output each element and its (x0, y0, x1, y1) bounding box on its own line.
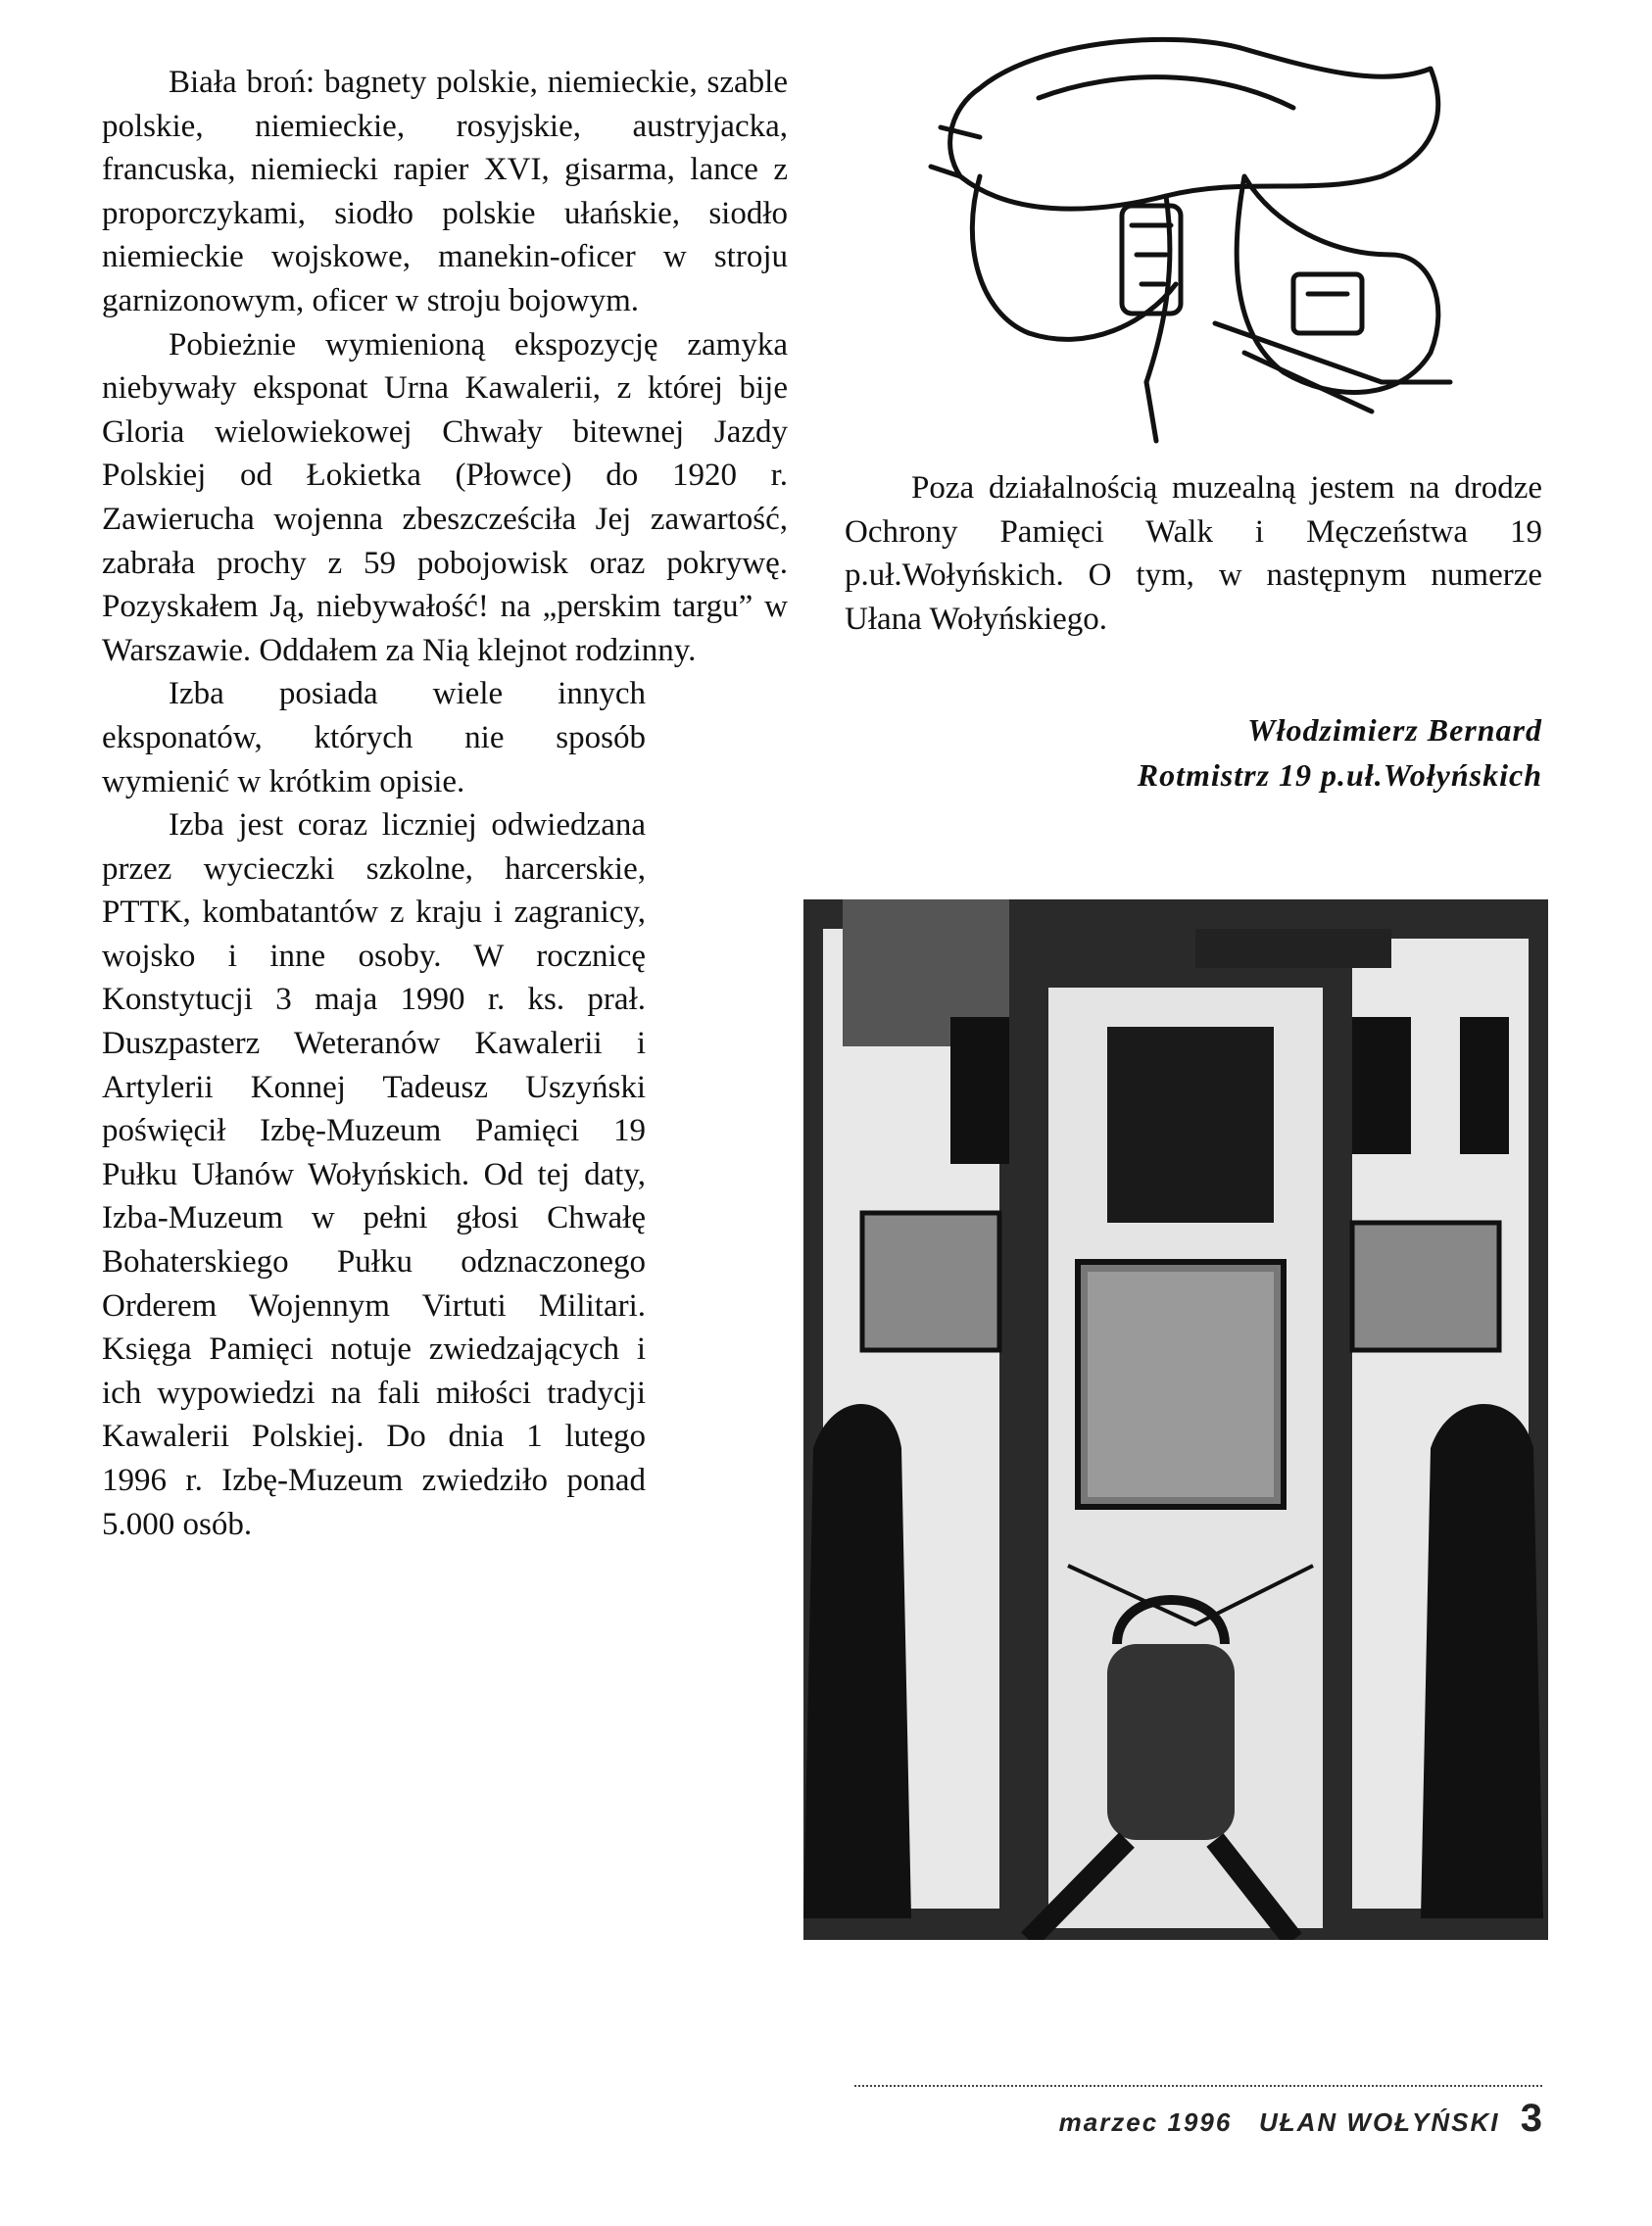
paragraph-urn: Pobieżnie wymienioną ekspozycję zamyka niebywały eksponat Urna Kawalerii, z której bije Gloria wielowiekowej Chwały bitewnej Jazdy Polskiej od Łokietka (Płowce) do 1920 r. Zawierucha wojenna zbeszcześciła Jej zawartość, zabrała prochy z 59 pobojowisk oraz pokrywę. Pozyskałem Ją, niebywałość! na „perskim targu” w Warszawie. Oddałem za Nią klejnot rodzinny. (102, 326, 788, 668)
paragraph-exhibits: Izba posiada wiele innych eksponatów, których nie sposób wymienić w krótkim opisie. (102, 676, 646, 799)
saddle-illustration (921, 29, 1470, 460)
museum-exhibit-photo (803, 899, 1548, 1940)
author-name: Włodzimierz Bernard (1247, 712, 1542, 748)
left-article-column (102, 61, 788, 1546)
paragraph-weapons: Biała broń: bagnety polskie, niemieckie, szable polskie, niemieckie, rosyjskie, austryjacka, francuska, niemiecki rapier XVI, gisarma, lance z proporczykami, siodło polskie ułańskie, siodło niemieckie wojskowe, manekin-oficer w stroju garnizonowym, oficer w stroju bojowym. (102, 65, 788, 318)
paragraph-memory: Poza działalnością muzealną jestem na drodze Ochrony Pamięci Walk i Męczeństwa 19 p.uł.Wołyńskich. O tym, w następnym numerze Ułana Wołyńskiego. (845, 470, 1542, 637)
magazine-title: UŁAN WOŁYŃSKI (1258, 2107, 1500, 2137)
right-article-column (845, 466, 1542, 641)
page-number: 3 (1520, 2097, 1544, 2140)
author-signature (1138, 707, 1542, 798)
page-footer (1059, 2097, 1544, 2141)
footer-rule (854, 2085, 1542, 2087)
paragraph-visitors: Izba jest coraz liczniej odwiedzana przez wycieczki szkolne, harcerskie, PTTK, kombatantów z kraju i zagranicy, wojsko i inne osoby. W rocznicę Konstytucji 3 maja 1990 r. ks. prał. Duszpasterz Weteranów Kawalerii i Artylerii Konnej Tadeusz Uszyński poświęcił Izbę-Muzeum Pamięci 19 Pułku Ułanów Wołyńskich. Od tej daty, Izba-Muzeum w pełni głosi Chwałę Bohaterskiego Pułku odznaczonego Orderem Wojennym Virtuti Militari. Księga Pamięci notuje zwiedzających i ich wypowiedzi na fali miłości tradycji Kawalerii Polskiej. Do dnia 1 lutego 1996 r. Izbę-Muzeum zwiedziło ponad 5.000 osób. (102, 807, 646, 1542)
issue-date: marzec 1996 (1058, 2107, 1233, 2137)
author-rank: Rotmistrz 19 p.uł.Wołyńskich (1137, 757, 1542, 793)
